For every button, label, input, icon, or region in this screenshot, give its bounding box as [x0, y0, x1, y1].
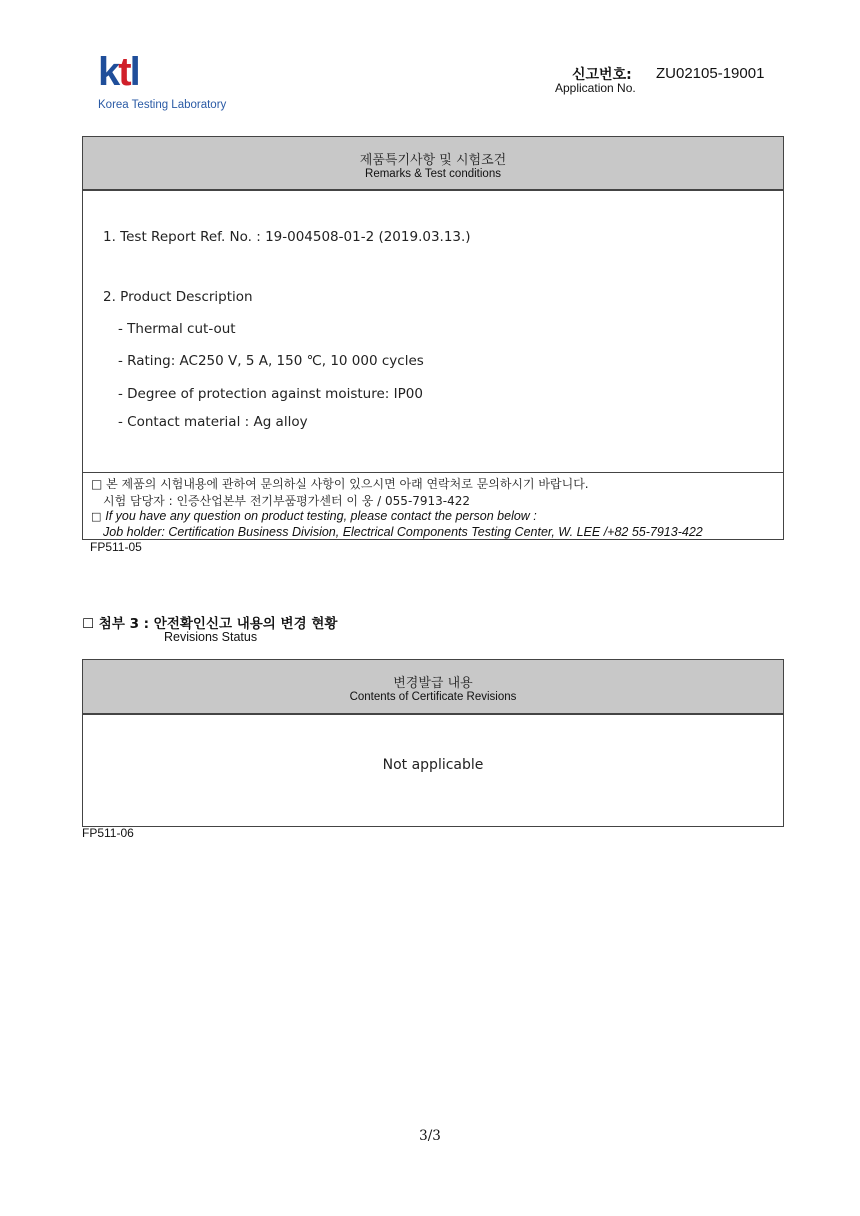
contact-ko-line2: 시험 담당자 : 인증산업본부 전기부품평가센터 이 웅 / 055-7913-422: [103, 494, 471, 508]
ktl-logo-wordmark: ktl: [98, 50, 139, 94]
revisions-body: Not applicable: [382, 757, 484, 773]
form-code: FP511-05: [90, 540, 142, 554]
test-report-ref: 1. Test Report Ref. No. : 19-004508-01-2 (2019.03.13.): [103, 229, 471, 245]
application-label-ko: 신고번호:: [572, 67, 632, 83]
revisions-header-en: Contents of Certificate Revisions: [349, 691, 517, 703]
description-item: - Contact material : Ag alloy: [118, 414, 308, 430]
page-number: 3/3: [419, 1128, 441, 1144]
contact-en-line1: □ If you have any question on product testing, please contact the person below :: [91, 509, 537, 523]
contact-info: [83, 472, 783, 540]
logo-caption: Korea Testing Laboratory: [98, 99, 227, 111]
attachment-title-ko: ☐ 첨부 3 : 안전확인신고 내용의 변경 현황: [82, 616, 338, 632]
remarks-header-ko: 제품특기사항 및 시험조건: [359, 153, 507, 168]
description-item: - Rating: AC250 V, 5 A, 150 ℃, 10 000 cycles: [118, 353, 424, 369]
contact-en-line2: Job holder: Certification Business Division, Electrical Components Testing Center, W. LEE /+82 55-7913-422: [103, 525, 703, 539]
revisions-header: [83, 660, 783, 715]
remarks-header: [83, 137, 783, 191]
contact-ko-line1: □ 본 제품의 시험내용에 관하여 문의하실 사항이 있으시면 아래 연락처로 문의하시기 바랍니다.: [91, 477, 589, 491]
remarks-box: [82, 136, 784, 540]
application-number: ZU02105-19001: [656, 65, 765, 82]
application-label-en: Application No.: [555, 81, 636, 95]
revisions-box: [82, 659, 784, 827]
product-description-heading: 2. Product Description: [103, 289, 253, 305]
description-item: - Thermal cut-out: [118, 321, 236, 337]
revisions-header-ko: 변경발급 내용: [393, 676, 473, 691]
form-code: FP511-06: [82, 826, 134, 840]
description-item: - Degree of protection against moisture: IP00: [118, 386, 423, 402]
ktl-logo: [98, 50, 238, 116]
attachment-title-en: Revisions Status: [164, 630, 258, 644]
checkbox-icon: □: [91, 510, 102, 523]
remarks-header-en: Remarks & Test conditions: [365, 168, 501, 180]
